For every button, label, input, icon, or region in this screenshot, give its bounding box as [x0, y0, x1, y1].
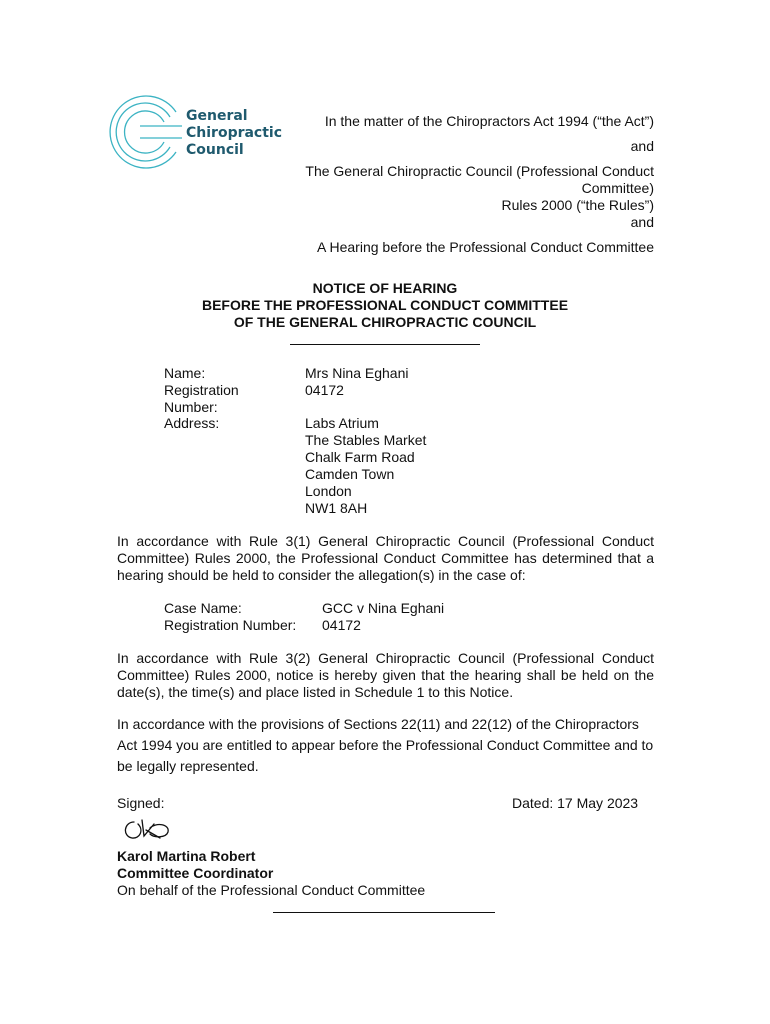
signatory-title: Committee Coordinator — [117, 865, 274, 881]
case-registration-value: 04172 — [322, 617, 361, 633]
gcc-logo-mark — [104, 92, 184, 172]
matter-line-1: In the matter of the Chiropractors Act 1994 (“the Act”) — [324, 113, 654, 129]
matter-block — [290, 113, 654, 256]
gcc-logo — [104, 92, 284, 172]
registration-value: 04172 — [305, 382, 344, 398]
heading-line-1: NOTICE OF HEARING — [312, 280, 458, 296]
matter-line-2b: Committee) — [581, 180, 654, 196]
address-block — [305, 415, 426, 517]
case-name-value: GCC v Nina Eghani — [322, 600, 445, 616]
address-line: Labs Atrium — [305, 415, 379, 431]
heading-line-3: OF THE GENERAL CHIROPRACTIC COUNCIL — [233, 314, 537, 330]
matter-line-3: A Hearing before the Professional Conduct Committee — [317, 239, 654, 255]
address-label: Address: — [164, 415, 220, 431]
rule-3-2-paragraph: In accordance with Rule 3(2) General Chiropractic Council (Professional Conduct Committee) Rules 2000, notice is hereby given that the hearing shall be held on the date(s), the time(s) and place listed in Schedule 1 to this Notice. — [117, 650, 654, 700]
heading-rule — [290, 344, 480, 345]
address-line: NW1 8AH — [305, 500, 368, 516]
signed-label: Signed: — [117, 795, 165, 811]
logo-text-line-3: Council — [186, 142, 244, 158]
registration-label-2: Number: — [164, 399, 218, 415]
address-line: Chalk Farm Road — [305, 449, 415, 465]
footer-rule — [273, 912, 495, 913]
dated-line — [512, 795, 638, 812]
notice-heading — [0, 280, 770, 331]
name-value: Mrs Nina Eghani — [305, 365, 409, 381]
matter-line-2c: Rules 2000 (“the Rules”) — [501, 197, 654, 213]
logo-text-line-1: General — [186, 108, 248, 124]
signatory-name: Karol Martina Robert — [117, 848, 256, 864]
matter-and-1: and — [630, 138, 654, 154]
heading-line-2: BEFORE THE PROFESSIONAL CONDUCT COMMITTEE — [201, 297, 569, 313]
dated-value: 17 May 2023 — [557, 795, 639, 811]
case-name-label: Case Name: — [164, 600, 242, 616]
entitlement-paragraph: In accordance with the provisions of Sections 22(11) and 22(12) of the Chiropractors Act 1994 you are entitled to appear before the Professional Conduct Committee and to be legally represented. — [117, 716, 654, 774]
signature-image — [120, 816, 174, 844]
rule-3-1-paragraph: In accordance with Rule 3(1) General Chiropractic Council (Professional Conduct Committee) Rules 2000, the Professional Conduct Committee has determined that a hearing should be held to consider the allegation(s) in the case of: — [117, 533, 654, 583]
dated-label: Dated: — [512, 795, 554, 811]
address-line: Camden Town — [305, 466, 395, 482]
address-line: The Stables Market — [305, 432, 427, 448]
matter-and-2: and — [630, 214, 654, 230]
name-label: Name: — [164, 365, 206, 381]
matter-line-2a: The General Chiropractic Council (Professional Conduct — [305, 163, 654, 179]
signatory-behalf: On behalf of the Professional Conduct Committee — [117, 882, 426, 898]
registration-label-1: Registration — [164, 382, 239, 398]
logo-text-line-2: Chiropractic — [186, 125, 283, 141]
address-line: London — [305, 483, 352, 499]
case-registration-label: Registration Number: — [164, 617, 297, 633]
